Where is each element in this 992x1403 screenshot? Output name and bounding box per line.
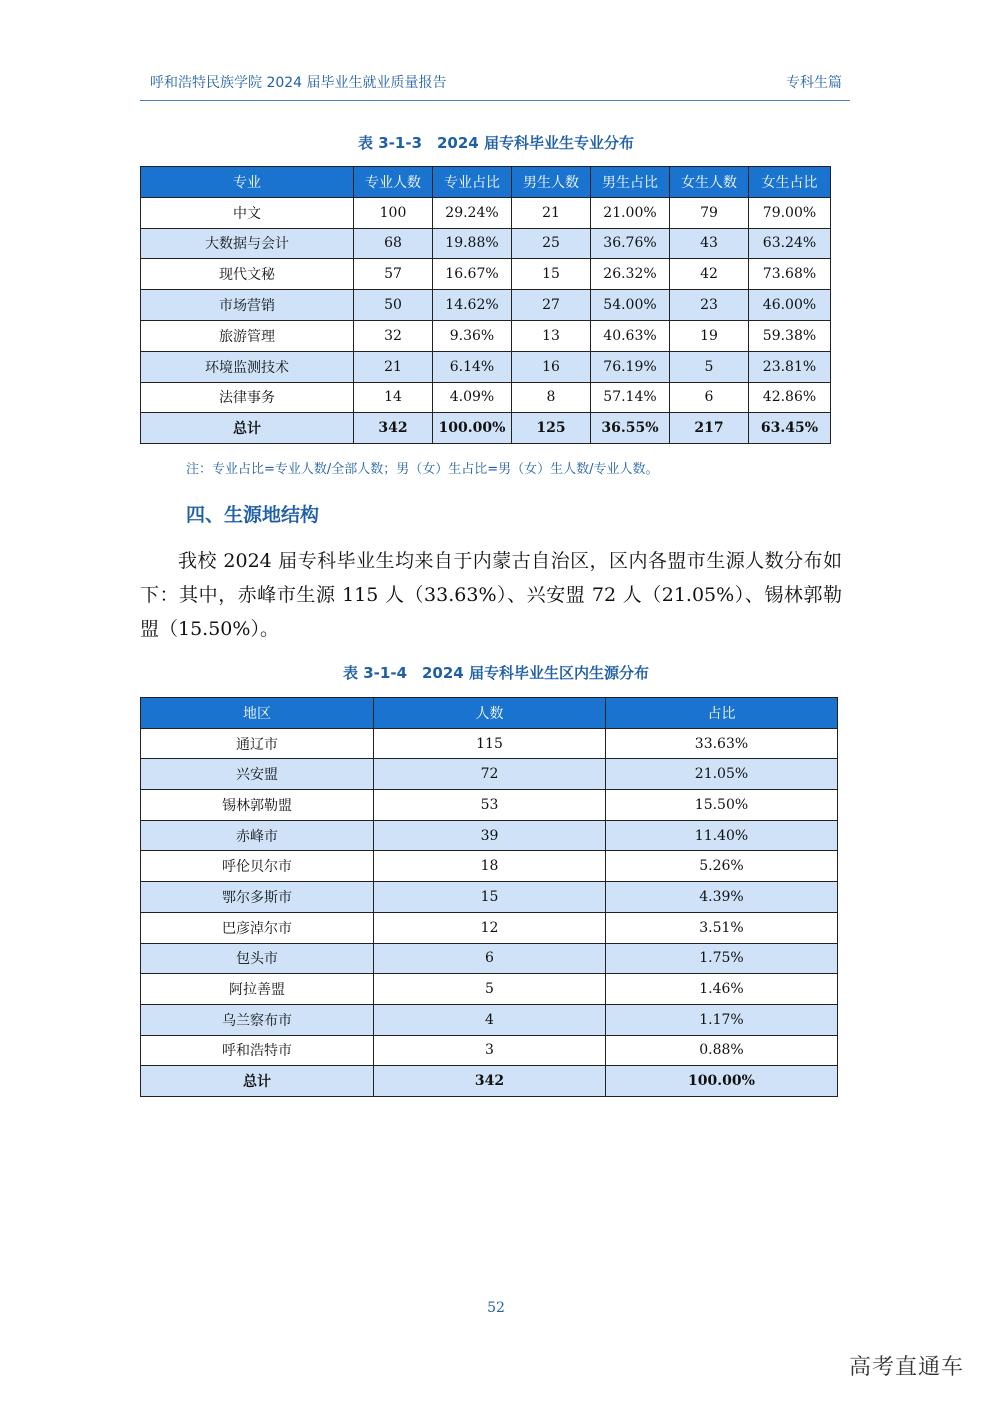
table-row [141,351,831,382]
row-label-cell: 阿拉善盟 [141,974,374,1005]
row-label-cell: 通辽市 [141,728,374,759]
table-cell: 57.14% [591,382,670,413]
table-row [141,197,831,228]
table-cell: 73.68% [749,259,831,290]
watermark: 高考直通车 [848,1355,964,1380]
table2-caption: 表 3-1-4 2024 届专科毕业生区内生源分布 [343,664,649,682]
table2-body [141,728,838,1096]
table-cell: 21 [354,351,433,382]
table-cell: 5 [670,351,749,382]
table-cell: 15 [374,882,606,913]
table-cell: 3.51% [606,912,838,943]
row-label-cell: 锡林郭勒盟 [141,790,374,821]
table-cell: 4.09% [433,382,512,413]
row-label-cell: 兴安盟 [141,759,374,790]
section-paragraph: 我校 2024 届专科毕业生均来自于内蒙古自治区，区内各盟市生源人数分布如下：其中，赤峰市生源 115 人（33.63%）、兴安盟 72 人（21.05%）、锡林郭勒盟（15.50%）。 [140,550,842,640]
table-cell: 33.63% [606,728,838,759]
table-cell: 115 [374,728,606,759]
total-cell: 342 [354,413,433,444]
table-row [141,820,838,851]
table-cell: 42 [670,259,749,290]
table-cell: 14.62% [433,290,512,321]
row-label-cell: 大数据与会计 [141,228,354,259]
table-cell: 18 [374,851,606,882]
total-cell: 63.45% [749,413,831,444]
table-cell: 59.38% [749,320,831,351]
table-cell: 53 [374,790,606,821]
table1-header-row [141,167,831,198]
table-cell: 23 [670,290,749,321]
table-cell: 21.00% [591,197,670,228]
table-cell: 4 [374,1004,606,1035]
table-cell: 4.39% [606,882,838,913]
table1-caption: 表 3-1-3 2024 届专科毕业生专业分布 [358,134,634,152]
total-label-cell: 总计 [141,413,354,444]
table-cell: 72 [374,759,606,790]
row-label-cell: 市场营销 [141,290,354,321]
row-label-cell: 乌兰察布市 [141,1004,374,1035]
table-row [141,728,838,759]
table-cell: 46.00% [749,290,831,321]
total-cell: 100.00% [433,413,512,444]
table-cell: 25 [512,228,591,259]
column-header: 地区 [141,698,374,729]
column-header: 男生占比 [591,167,670,198]
table-cell: 15 [512,259,591,290]
report-header-title: 呼和浩特民族学院 2024 届毕业生就业质量报告 [150,75,447,91]
table1-note: 注：专业占比=专业人数/全部人数；男（女）生占比=男（女）生人数/专业人数。 [186,462,659,477]
table-row [141,1035,838,1066]
total-row [141,1066,838,1097]
table-cell: 57 [354,259,433,290]
table-cell: 1.75% [606,943,838,974]
report-header-section: 专科生篇 [786,75,842,91]
major-distribution-table [140,166,831,444]
table-cell: 6 [670,382,749,413]
table-row [141,259,831,290]
table-cell: 5.26% [606,851,838,882]
row-label-cell: 环境监测技术 [141,351,354,382]
table-cell: 11.40% [606,820,838,851]
column-header: 专业人数 [354,167,433,198]
region-distribution-table [140,697,838,1097]
table-row [141,912,838,943]
total-cell: 342 [374,1066,606,1097]
page-number: 52 [487,1300,505,1316]
table-cell: 13 [512,320,591,351]
row-label-cell: 包头市 [141,943,374,974]
table-cell: 40.63% [591,320,670,351]
table-cell: 6 [374,943,606,974]
table-row [141,943,838,974]
total-cell: 217 [670,413,749,444]
column-header: 人数 [374,698,606,729]
table-cell: 21.05% [606,759,838,790]
row-label-cell: 中文 [141,197,354,228]
table-row [141,290,831,321]
table-cell: 39 [374,820,606,851]
row-label-cell: 巴彦淖尔市 [141,912,374,943]
table-cell: 42.86% [749,382,831,413]
table-row [141,851,838,882]
table-cell: 27 [512,290,591,321]
table-cell: 68 [354,228,433,259]
total-label-cell: 总计 [141,1066,374,1097]
column-header: 女生人数 [670,167,749,198]
column-header: 专业 [141,167,354,198]
column-header: 男生人数 [512,167,591,198]
total-cell: 100.00% [606,1066,838,1097]
table-cell: 54.00% [591,290,670,321]
table-cell: 63.24% [749,228,831,259]
table-cell: 16 [512,351,591,382]
table-row [141,790,838,821]
table-cell: 19 [670,320,749,351]
table-cell: 50 [354,290,433,321]
row-label-cell: 鄂尔多斯市 [141,882,374,913]
table1-body [141,197,831,443]
total-row [141,413,831,444]
table-cell: 5 [374,974,606,1005]
row-label-cell: 呼伦贝尔市 [141,851,374,882]
row-label-cell: 赤峰市 [141,820,374,851]
section-heading: 四、生源地结构 [186,504,320,526]
table-cell: 0.88% [606,1035,838,1066]
table-row [141,1004,838,1035]
table-cell: 6.14% [433,351,512,382]
table-cell: 26.32% [591,259,670,290]
row-label-cell: 法律事务 [141,382,354,413]
table-cell: 9.36% [433,320,512,351]
column-header: 女生占比 [749,167,831,198]
table-cell: 14 [354,382,433,413]
table-cell: 32 [354,320,433,351]
table-row [141,228,831,259]
row-label-cell: 旅游管理 [141,320,354,351]
table-cell: 1.17% [606,1004,838,1035]
table-cell: 1.46% [606,974,838,1005]
table-cell: 79 [670,197,749,228]
table-cell: 19.88% [433,228,512,259]
table-cell: 43 [670,228,749,259]
header-divider [140,100,850,101]
column-header: 专业占比 [433,167,512,198]
table-cell: 15.50% [606,790,838,821]
table-row [141,759,838,790]
table-cell: 23.81% [749,351,831,382]
table-cell: 29.24% [433,197,512,228]
table-row [141,320,831,351]
table-cell: 16.67% [433,259,512,290]
table-cell: 3 [374,1035,606,1066]
row-label-cell: 现代文秘 [141,259,354,290]
table-cell: 76.19% [591,351,670,382]
table-cell: 8 [512,382,591,413]
table-cell: 79.00% [749,197,831,228]
row-label-cell: 呼和浩特市 [141,1035,374,1066]
table-cell: 36.76% [591,228,670,259]
table-row [141,882,838,913]
table-cell: 100 [354,197,433,228]
column-header: 占比 [606,698,838,729]
total-cell: 125 [512,413,591,444]
table-row [141,382,831,413]
total-cell: 36.55% [591,413,670,444]
table-row [141,974,838,1005]
table2-header-row [141,698,838,729]
table-cell: 21 [512,197,591,228]
table-cell: 12 [374,912,606,943]
